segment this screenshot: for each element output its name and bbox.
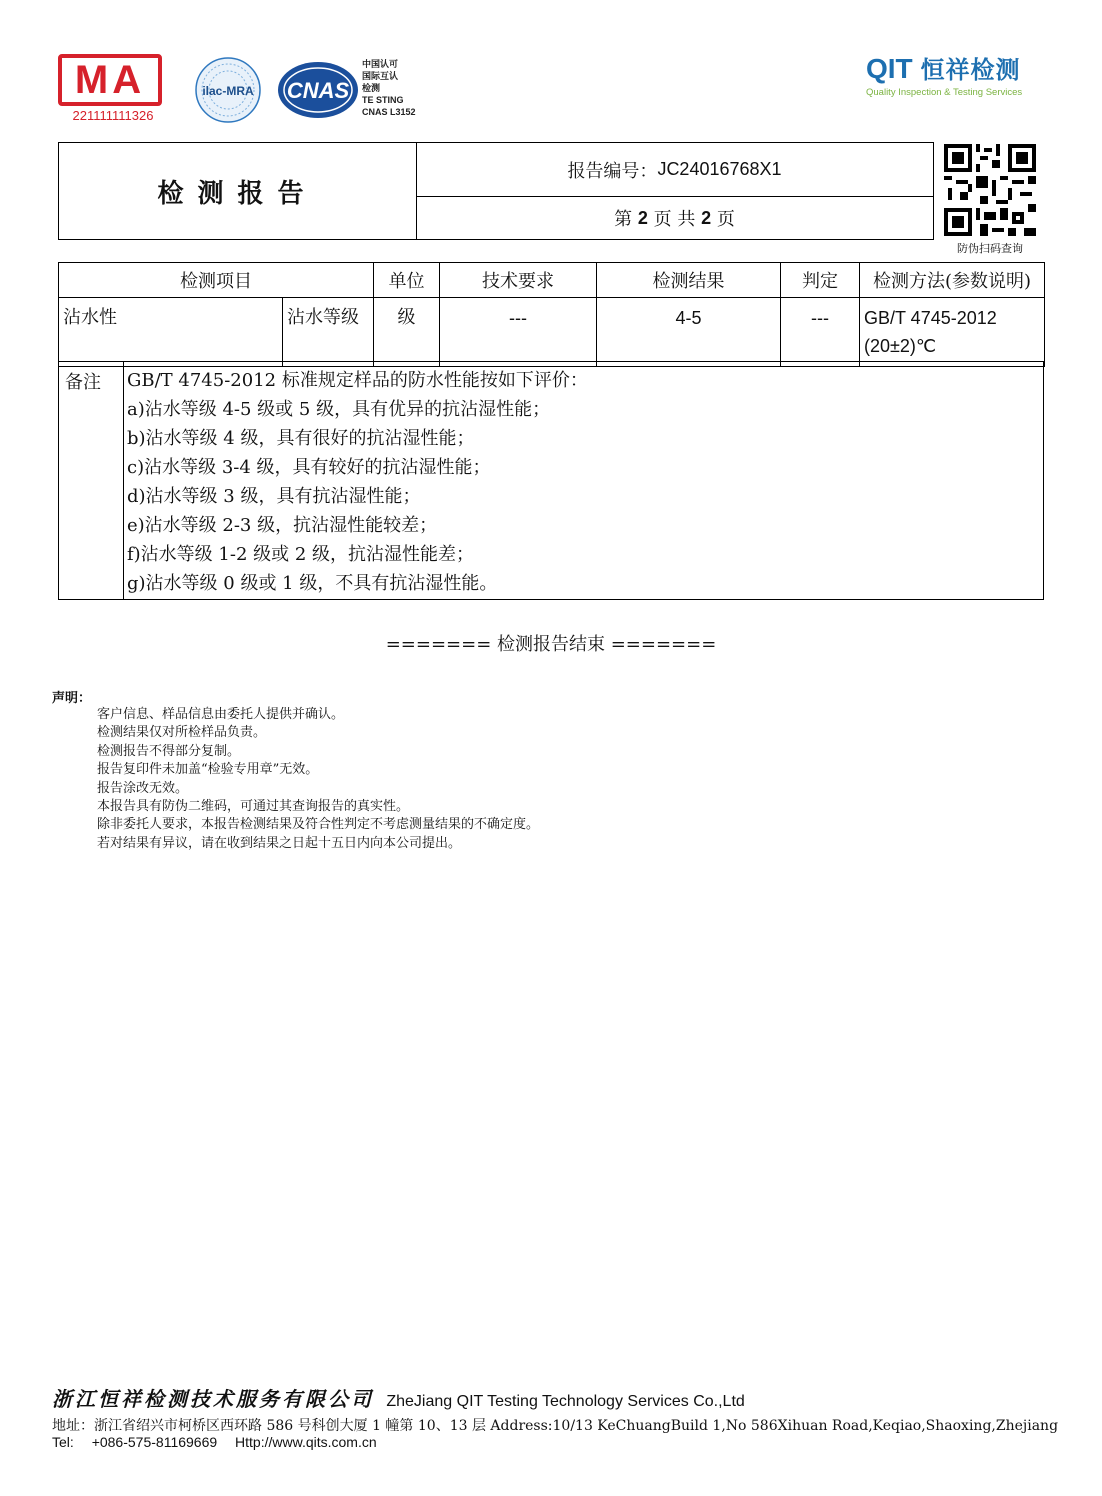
remarks-label: 备注 <box>59 362 124 599</box>
remarks-line: GB/T 4745-2012 标准规定样品的防水性能按如下评价： <box>127 370 588 391</box>
statement-item: 本报告具有防伪二维码，可通过其查询报告的真实性。 <box>97 799 410 815</box>
statement-item: 报告复印件未加盖“检验专用章”无效。 <box>97 762 319 778</box>
cnas-caption-line: TE STING <box>362 95 404 105</box>
remarks-line: c)沾水等级 3-4 级，具有较好的抗沾湿性能； <box>127 457 491 478</box>
cma-logo-text: MA <box>74 58 146 102</box>
ilac-mra-logo <box>192 56 264 124</box>
page-suffix: 页 <box>716 209 735 230</box>
cell-requirement: --- <box>440 298 597 367</box>
cma-number: 221111111326 <box>72 108 154 123</box>
statement-item: 报告涂改无效。 <box>97 780 189 796</box>
tel-label: Tel: <box>52 1434 74 1450</box>
remarks-line: e)沾水等级 2-3 级，抗沾湿性能较差； <box>127 515 438 536</box>
statement-item: 除非委托人要求，本报告检测结果及符合性判定不考虑测量结果的不确定度。 <box>97 817 540 833</box>
company-name-cn: 浙江恒祥检测技术服务有限公司 <box>52 1387 374 1411</box>
report-number-label: 报告编号： <box>567 160 658 182</box>
method-temperature: (20±2)℃ <box>864 336 937 356</box>
header-judgement: 判定 <box>781 263 860 298</box>
cnas-caption-line: CNAS L3152 <box>362 107 416 117</box>
cnas-caption-line: 国际互认 <box>362 71 399 81</box>
remarks-line: a)沾水等级 4-5 级或 5 级，具有优异的抗沾湿性能； <box>127 399 551 420</box>
header-result: 检测结果 <box>597 263 781 298</box>
qit-brand-cn: 恒祥检测 <box>920 57 1021 84</box>
remarks-line: b)沾水等级 4 级，具有很好的抗沾湿性能； <box>127 428 475 449</box>
statement-item: 若对结果有异议，请在收到结果之日起十五日内向本公司提出。 <box>97 835 462 851</box>
header-method: 检测方法(参数说明) <box>860 263 1045 298</box>
cnas-logo <box>276 60 360 120</box>
cell-judgement: --- <box>781 298 860 367</box>
qit-brand: QIT <box>866 53 913 84</box>
remarks-line: d)沾水等级 3 级，具有抗沾湿性能； <box>127 486 421 507</box>
statement-item: 检测结果仅对所检样品负责。 <box>97 725 267 741</box>
report-number-row <box>416 143 933 197</box>
remarks-line: g)沾水等级 0 级或 1 级，不具有抗沾湿性能。 <box>127 573 498 594</box>
header-requirement: 技术要求 <box>440 263 597 298</box>
page-prefix: 第 <box>614 209 633 230</box>
cnas-caption <box>362 58 442 118</box>
cell-sub-item: 沾水等级 <box>283 298 374 367</box>
method-standard: GB/T 4745-2012 <box>864 308 997 328</box>
ilac-logo-text: ilac-MRA <box>202 84 254 98</box>
results-table <box>58 262 1045 367</box>
table-row <box>59 298 1045 367</box>
report-number: JC24016768X1 <box>657 159 782 179</box>
report-end-mark: ======= 检测报告结束 ======= <box>385 634 717 655</box>
page-current: 2 <box>637 207 648 228</box>
footer-contact <box>52 1434 377 1450</box>
footer-address: 地址：浙江省绍兴市柯桥区西环路 586 号科创大厦 1 幢第 10、13 层 Address:10/13 KeChuangBuild 1,No 586Xihuan Road,Keqiao,Shaoxing,Zhejiang <box>52 1418 1059 1434</box>
cell-method <box>860 298 1045 367</box>
remarks-section <box>58 361 1044 600</box>
page-indicator <box>416 197 933 239</box>
statement-title: 声明： <box>52 691 92 706</box>
website-link[interactable]: Http://www.qits.com.cn <box>235 1434 377 1450</box>
cell-item: 沾水性 <box>59 298 283 367</box>
cell-unit: 级 <box>374 298 440 367</box>
cnas-caption-line: 检测 <box>362 83 381 93</box>
company-name-en: ZheJiang QIT Testing Technology Services Co.,Ltd <box>386 1393 745 1410</box>
tel-number: +086-575-81169669 <box>91 1434 218 1450</box>
cnas-caption-line: 中国认可 <box>362 59 399 69</box>
cell-result: 4-5 <box>597 298 781 367</box>
remarks-line: f)沾水等级 1-2 级或 2 级，抗沾湿性能差； <box>127 544 475 565</box>
report-title: 检测报告 <box>59 143 417 239</box>
report-header <box>58 142 934 240</box>
footer-company <box>52 1383 745 1412</box>
table-header-row <box>59 263 1045 298</box>
cnas-logo-text: CNAS <box>286 78 350 103</box>
statement-item: 客户信息、样品信息由委托人提供并确认。 <box>97 707 345 722</box>
cma-logo <box>58 54 166 126</box>
page-total: 2 <box>701 207 712 228</box>
qit-slogan: Quality Inspection & Testing Services <box>866 87 1023 98</box>
statement-item: 检测报告不得部分复制。 <box>97 743 241 759</box>
header-unit: 单位 <box>374 263 440 298</box>
page-mid: 页 共 <box>653 209 696 230</box>
qit-logo <box>866 54 1046 110</box>
statement-list <box>97 706 539 853</box>
qr-caption: 防伪扫码查询 <box>957 242 1023 255</box>
header-test-item: 检测项目 <box>59 263 374 298</box>
qr-code-icon <box>944 144 1036 236</box>
remarks-body <box>127 366 1039 598</box>
